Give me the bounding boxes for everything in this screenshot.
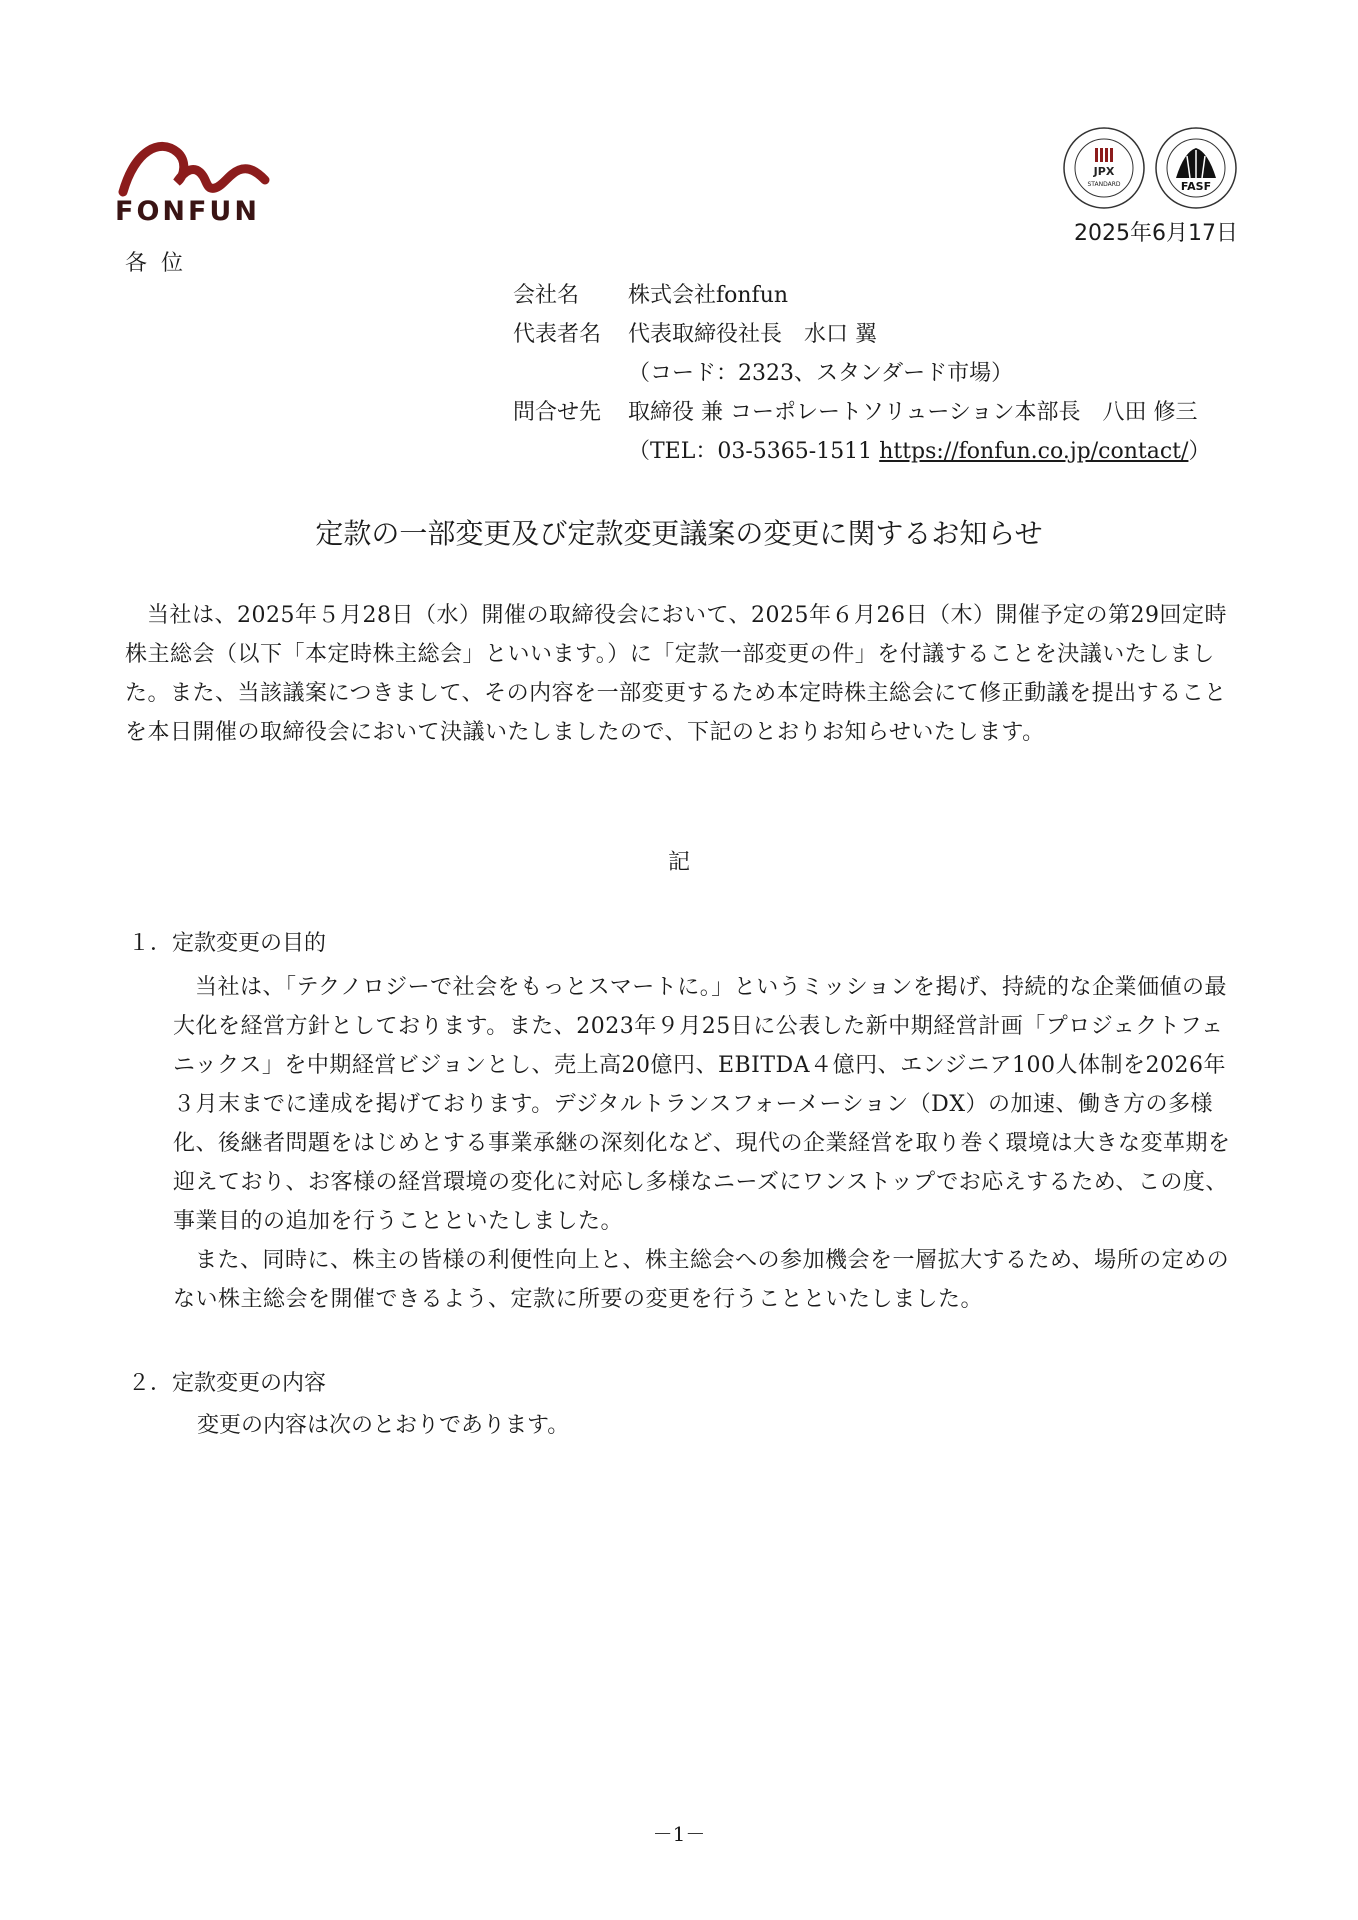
representative-label: 代表者名 [513,322,602,347]
company-name-label: 会社名 [513,283,580,308]
intro-paragraph [125,596,1240,752]
document-title: 定款の一部変更及び定款変更議案の変更に関するお知らせ [315,517,1043,550]
stock-code-row [513,356,1013,387]
release-date: 2025年6月17日 [1074,221,1238,246]
page-number: －1－ [652,1822,706,1846]
logo-wordmark: FONFUN [115,196,260,227]
jpx-sub-label: STANDARD [1087,181,1121,188]
tel-suffix: ） [1188,439,1211,464]
section-1-body [173,968,1240,1319]
stock-code-value: （コード：2323、スタンダード市場） [628,361,1014,386]
jpx-label: JPX [1093,165,1115,178]
company-name-row [513,278,788,309]
contact-value: 取締役 兼 コーポレートソリューション本部長 八田 修三 [628,400,1198,425]
addressee: 各位 [125,251,198,276]
ki-heading: 記 [667,850,690,875]
section-1-paragraph-1: 当社は、「テクノロジーで社会をもっとスマートに。」というミッションを掲げ、持続的な企業価値の最大化を経営方針としております。また、2023年９月25日に公表した新中期経営計画「プロジェクトフェニックス」を中期経営ビジョンとし、売上高20億円、EBITDA４億円、エンジニア100人体制を2026年３月末までに達成を掲げております。デジタルトランスフォーメーション（DX）の加速、働き方の多様化、後継者問題をはじめとする事業承継の深刻化など、現代の企業経営を取り巻く環境は大きな変革期を迎えており、お客様の経営環境の変化に対応し多様なニーズにワンストップでお応えするため、この度、事業目的の追加を行うことといたしました。 [173,975,1231,1234]
contact-row [513,395,1197,426]
contact-url-link[interactable]: https://fonfun.co.jp/contact/ [879,439,1189,464]
fasf-label: FASF [1180,180,1212,193]
tel-row [513,434,1210,465]
section-1-heading: １．定款変更の目的 [128,931,327,956]
contact-label: 問合せ先 [513,400,602,425]
fasf-seal-icon [1154,126,1238,210]
jpx-standard-seal-icon [1062,126,1146,210]
section-2-heading: ２．定款変更の内容 [128,1371,327,1396]
section-2-paragraph-1: 変更の内容は次のとおりであります。 [197,1413,570,1438]
representative-row [513,317,877,348]
intro-text: 当社は、2025年５月28日（水）開催の取締役会において、2025年６月26日（木）開催予定の第29回定時株主総会（以下「本定時株主総会」といいます。）に「定款一部変更の件」を付議することを決議いたしました。また、当該議案につきまして、その内容を一部変更するため本定時株主総会にて修正動議を提出することを本日開催の取締役会において決議いたしましたので、下記のとおりお知らせいたします。 [125,603,1228,745]
section-1-paragraph-2: また、同時に、株主の皆様の利便性向上と、株主総会への参加機会を一層拡大するため、場所の定めのない株主総会を開催できるよう、定款に所要の変更を行うことといたしました。 [173,1248,1230,1312]
company-name-value: 株式会社fonfun [628,283,789,308]
representative-value: 代表取締役社長 水口 翼 [628,322,877,347]
tel-prefix: （TEL：03-5365-1511 [628,439,880,464]
